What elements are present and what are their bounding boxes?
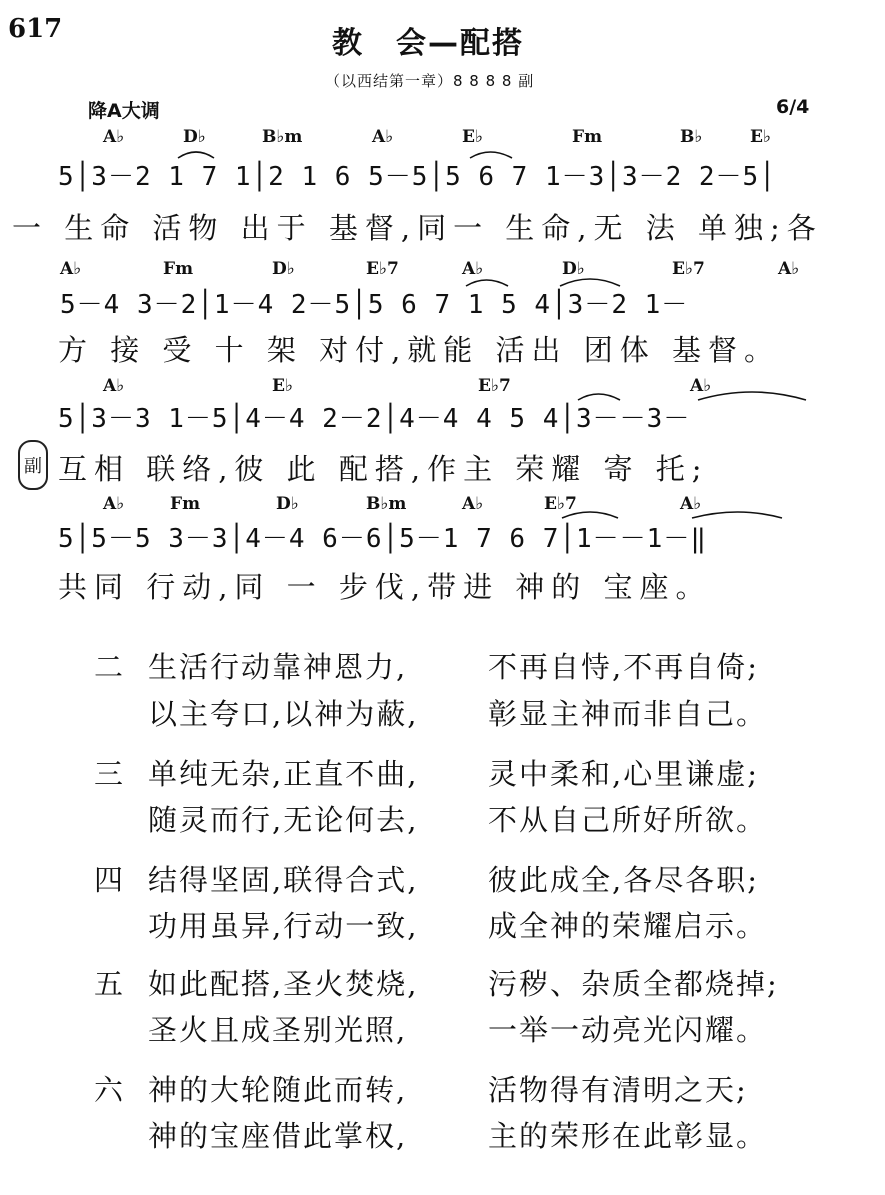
note-line: 5│3－2 1 7 1│2 1 6 5－5│5 6 7 1－3│3－2 2－5│ <box>58 162 776 192</box>
lyric-line: 一 生命 活物 出于 基督,同一 生命,无 法 单独;各 <box>12 211 823 245</box>
lyric-line: 方 接 受 十 架 对付,就能 活出 团体 基督。 <box>58 333 780 367</box>
verse-line: 彰显主神而非自己。 <box>488 697 768 731</box>
chord: B♭m <box>366 494 407 514</box>
chord: A♭ <box>372 127 394 147</box>
time-signature: 6/4 <box>776 96 810 118</box>
chord: A♭ <box>462 259 484 279</box>
chord: E♭7 <box>478 376 511 396</box>
note-line: 5│3－3 1－5│4－4 2－2│4－4 4 5 4│3－－3－ <box>58 404 691 434</box>
chord: B♭ <box>680 127 703 147</box>
chord: E♭7 <box>366 259 399 279</box>
slur <box>466 280 508 286</box>
verse-line: 圣火且成圣别光照, <box>148 1013 408 1047</box>
chorus-marker: 副 <box>18 440 48 490</box>
verse-line: 生活行动靠神恩力, <box>148 650 408 684</box>
slur <box>562 512 618 518</box>
chord: A♭ <box>103 127 125 147</box>
chord: Fm <box>170 494 201 514</box>
chord: E♭ <box>462 127 483 147</box>
verse-line: 主的荣形在此彰显。 <box>488 1119 768 1153</box>
verse-line: 一举一动亮光闪耀。 <box>488 1013 768 1047</box>
hymn-meter-info: （以西结第一章）8 8 8 8 副 <box>325 72 535 90</box>
verse-number: 五 <box>94 967 124 1001</box>
chord: A♭ <box>680 494 702 514</box>
note-line: 5－4 3－2│1－4 2－5│5 6 7 1 5 4│3－2 1－ <box>60 290 689 320</box>
chord: E♭ <box>272 376 293 396</box>
verse-line: 彼此成全,各尽各职; <box>488 863 759 897</box>
chord: A♭ <box>103 494 125 514</box>
slur <box>698 392 806 400</box>
verse-line: 以主夸口,以神为蔽, <box>148 697 419 731</box>
title-dash: — <box>428 26 460 61</box>
verse-line: 污秽、杂质全都烧掉; <box>488 967 779 1001</box>
hymn-number: 617 <box>8 14 63 44</box>
key-signature: 降A大调 <box>88 100 160 122</box>
slur <box>560 279 620 286</box>
verse-number: 二 <box>94 650 124 684</box>
chord: E♭7 <box>672 259 705 279</box>
verse-line: 如此配搭,圣火焚烧, <box>148 967 419 1001</box>
verse-line: 活物得有清明之天; <box>488 1073 748 1107</box>
verse-number: 六 <box>94 1073 124 1107</box>
verse-line: 功用虽异,行动一致, <box>148 909 419 943</box>
chord: D♭ <box>276 494 299 514</box>
chord: D♭ <box>183 127 206 147</box>
verse-line: 结得坚固,联得合式, <box>148 863 419 897</box>
verse-line: 单纯无杂,正直不曲, <box>148 757 419 791</box>
note-line: 5│5－5 3－3│4－4 6－6│5－1 7 6 7│1－－1－‖ <box>58 524 707 554</box>
slur <box>578 394 620 400</box>
chord: Fm <box>163 259 194 279</box>
chord: A♭ <box>462 494 484 514</box>
chord: A♭ <box>778 259 800 279</box>
verse-line: 神的大轮随此而转, <box>148 1073 408 1107</box>
chord: B♭m <box>262 127 303 147</box>
verse-number: 四 <box>94 863 124 897</box>
slur <box>470 152 512 158</box>
chord: E♭ <box>750 127 771 147</box>
chord: D♭ <box>272 259 295 279</box>
verse-line: 不从自己所好所欲。 <box>488 803 768 837</box>
verse-line: 成全神的荣耀启示。 <box>488 909 768 943</box>
chord: A♭ <box>60 259 82 279</box>
chord: D♭ <box>562 259 585 279</box>
verse-line: 神的宝座借此掌权, <box>148 1119 408 1153</box>
verse-number: 三 <box>94 757 124 791</box>
verse-line: 不再自恃,不再自倚; <box>488 650 759 684</box>
chord: E♭7 <box>544 494 577 514</box>
chord: A♭ <box>690 376 712 396</box>
verse-line: 灵中柔和,心里谦虚; <box>488 757 759 791</box>
slur <box>692 512 782 518</box>
lyric-line: 互相 联络,彼 此 配搭,作主 荣耀 寄 托; <box>58 452 709 486</box>
lyric-line: 共同 行动,同 一 步伐,带进 神的 宝座。 <box>58 570 712 604</box>
slur <box>178 152 214 158</box>
chord: Fm <box>572 127 603 147</box>
title-sub: 配搭 <box>460 26 524 61</box>
chord: A♭ <box>103 376 125 396</box>
title-main: 教 会 <box>332 26 428 61</box>
verse-line: 随灵而行,无论何去, <box>148 803 419 837</box>
